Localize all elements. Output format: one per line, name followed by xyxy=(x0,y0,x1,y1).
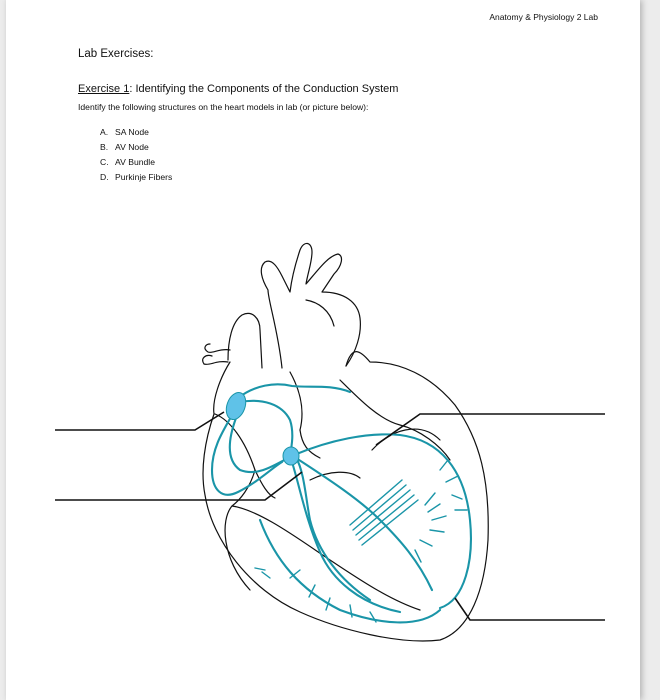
conduction-pathway xyxy=(212,384,471,622)
list-item: C. AV Bundle xyxy=(100,157,155,167)
course-header: Anatomy & Physiology 2 Lab xyxy=(489,12,598,22)
exercise-title: : Identifying the Components of the Conduction System xyxy=(129,83,399,95)
list-item: A. SA Node xyxy=(100,127,149,137)
list-item: B. AV Node xyxy=(100,142,149,152)
av-node xyxy=(283,447,299,465)
lab-title: Lab Exercises: xyxy=(78,48,154,60)
exercise-label: Exercise 1 xyxy=(78,83,130,95)
sa-node xyxy=(223,390,249,422)
instruction-text: Identify the following structures on the heart models in lab (or picture below): xyxy=(78,102,369,112)
list-item: D. Purkinje Fibers xyxy=(100,172,173,182)
